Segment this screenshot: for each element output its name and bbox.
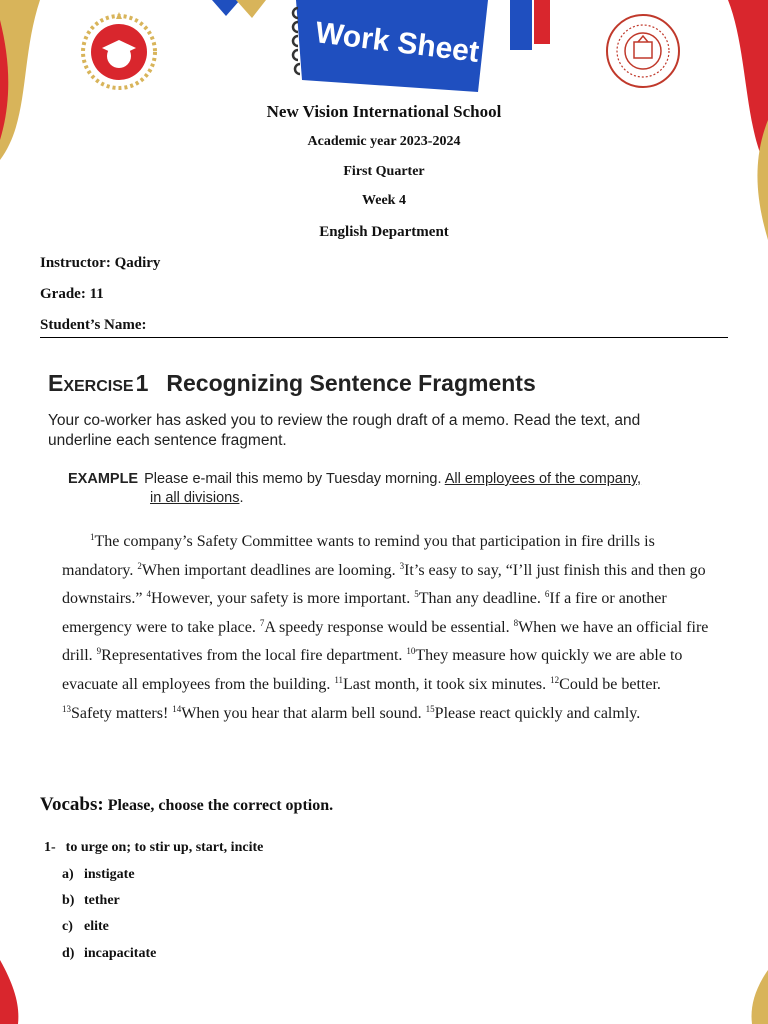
sentence-text: Please react quickly and calmly. — [434, 704, 641, 722]
option-letter: b) — [62, 893, 75, 908]
vocab-instruction: Please, choose the correct option. — [107, 797, 334, 814]
sentence-text: Than any deadline. — [418, 590, 545, 608]
sentence-number: 1 — [90, 532, 95, 542]
option-text: elite — [84, 919, 109, 934]
sentence-number: 7 — [259, 617, 265, 628]
quarter: First Quarter — [343, 164, 425, 179]
sentence-text: Representatives from the local fire department. — [101, 647, 407, 665]
sentence-number: 11 — [334, 674, 344, 685]
example-underlined-fragment: All employees of the company, — [444, 471, 642, 487]
sentence-number: 2 — [137, 560, 142, 571]
exercise-label: Exercise — [48, 370, 134, 396]
sentence-text: When we have an official fire drill. — [62, 618, 709, 665]
vocab-heading — [40, 794, 333, 816]
option-b[interactable] — [62, 893, 120, 909]
example-label: EXAMPLE — [68, 471, 139, 487]
ministry-seal-icon — [604, 12, 682, 90]
option-text: incapacitate — [84, 946, 157, 961]
sentence-number: 14 — [172, 703, 182, 714]
sentence-text: When you hear that alarm bell sound. — [181, 704, 426, 722]
student-name-line — [40, 337, 728, 338]
vocab-question — [44, 840, 263, 856]
school-name: New Vision International School — [266, 102, 502, 121]
sentence-number: 12 — [550, 674, 560, 685]
exercise-number: 1 — [135, 370, 149, 396]
sentence-number: 10 — [406, 646, 416, 657]
sentence-text: A speedy response would be essential. — [264, 618, 514, 636]
example-block — [68, 470, 708, 508]
worksheet-banner — [288, 0, 504, 96]
sentence-number: 3 — [399, 560, 405, 571]
sentence-number: 6 — [544, 589, 550, 600]
sentence-number: 8 — [513, 617, 519, 628]
week: Week 4 — [362, 193, 406, 208]
option-text: instigate — [84, 867, 135, 882]
sentence-number: 15 — [425, 703, 435, 714]
example-text: Please e-mail this memo by Tuesday morning. — [144, 471, 445, 487]
option-letter: c) — [62, 919, 73, 934]
sentence-text: Could be better. — [559, 675, 661, 693]
example-underlined-fragment-cont: in all divisions — [150, 490, 240, 506]
question-text: to urge on; to stir up, start, incite — [65, 840, 264, 855]
worksheet-banner-text: Work Sheet — [313, 16, 481, 69]
sentence-text: Last month, it took six minutes. — [343, 675, 551, 693]
option-a[interactable] — [62, 867, 135, 883]
right-border-decoration — [708, 0, 768, 1024]
memo-passage — [62, 528, 712, 728]
option-c[interactable] — [62, 919, 109, 935]
sentence-number: 4 — [146, 589, 151, 600]
sentence-number: 9 — [96, 646, 102, 657]
student-name-label: Student’s Name: — [40, 317, 147, 333]
grade-line: Grade: 11 — [40, 286, 104, 302]
sentence-text: They measure how quickly we are able to evacuate all employees from the building. — [62, 647, 683, 693]
sentence-text: However, your safety is more important. — [150, 590, 415, 608]
sentence-text: If a fire or another emergency were to take place. — [62, 590, 667, 636]
sentence-text: Safety matters! — [71, 704, 173, 722]
left-border-decoration — [0, 0, 60, 1024]
vocab-title: Vocabs: — [40, 794, 104, 815]
example-period: . — [239, 490, 244, 506]
department: English Department — [319, 224, 449, 240]
academic-year: Academic year 2023-2024 — [307, 134, 461, 149]
option-d[interactable] — [62, 946, 156, 962]
sentence-text: The company’s Safety Committee wants to remind you that participation in fire drills is mandatory. — [62, 533, 655, 579]
question-number: 1- — [44, 840, 56, 855]
exercise-instructions: Your co-worker has asked you to review the rough draft of a memo. Read the text, and underline each sentence fragment. — [48, 412, 641, 449]
sentence-number: 5 — [414, 589, 419, 600]
exercise-title: Recognizing Sentence Fragments — [166, 370, 536, 396]
sentence-text: When important deadlines are looming. — [141, 561, 400, 579]
option-text: tether — [84, 893, 120, 908]
exercise-heading — [48, 370, 536, 397]
sentence-number: 13 — [62, 703, 71, 714]
option-letter: a) — [62, 867, 74, 882]
school-logo-icon — [78, 8, 160, 90]
option-letter: d) — [62, 946, 75, 961]
instructor-line: Instructor: Qadiry — [40, 255, 161, 271]
sentence-text: It’s easy to say, “I’ll just finish this and then go downstairs.” — [62, 561, 706, 608]
